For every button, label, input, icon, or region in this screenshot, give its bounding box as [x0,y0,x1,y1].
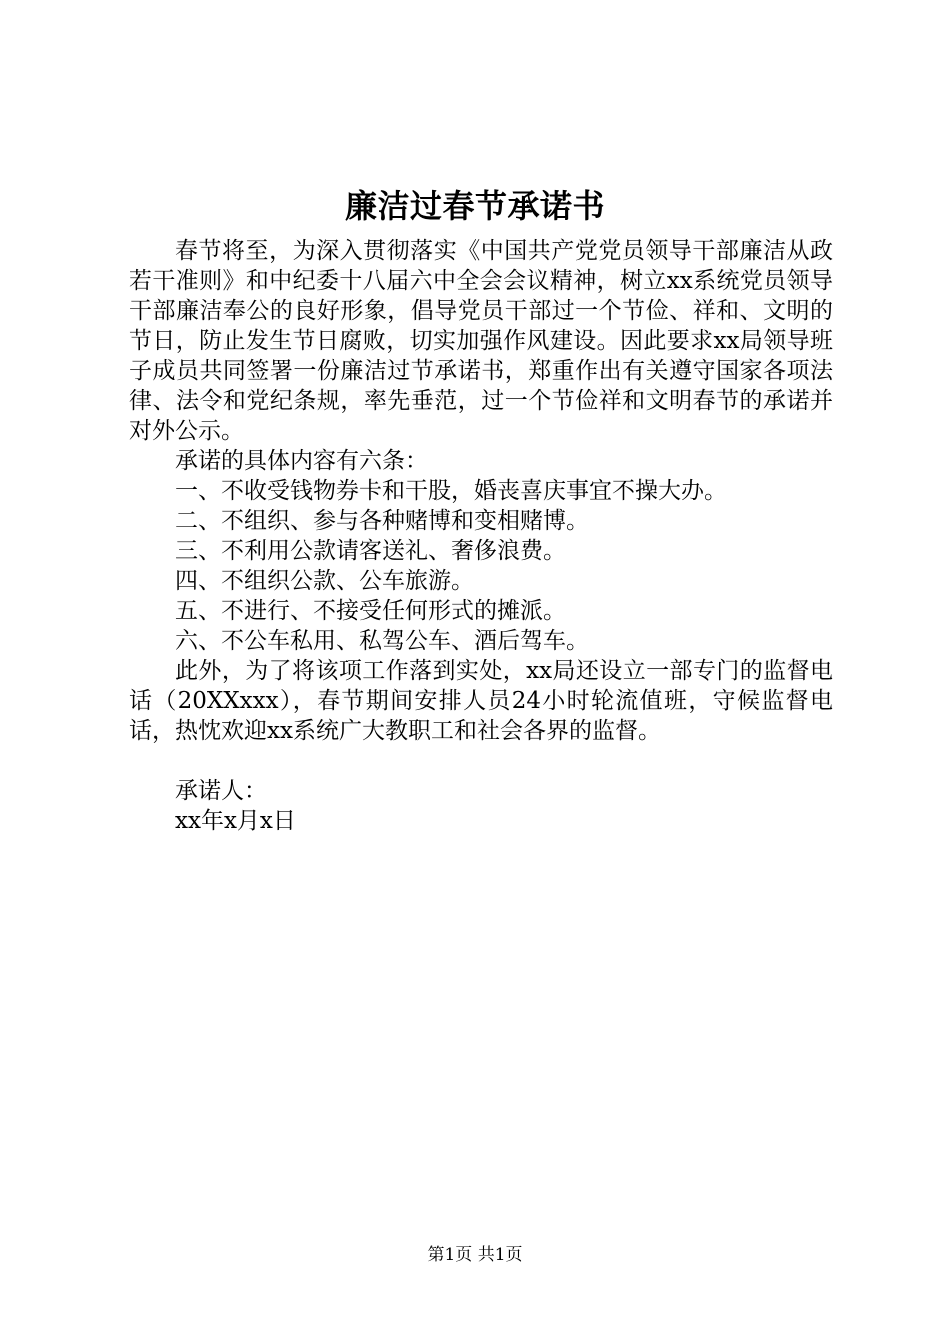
commitment-item-4: 四、不组织公款、公车旅游。 [175,568,474,594]
commitment-lead: 承诺的具体内容有六条： [175,448,428,474]
document-title: 廉洁过春节承诺书 [344,187,605,225]
intro-paragraph: 春节将至，为深入贯彻落实《中国共产党党员领导干部廉洁从政若干准则》和中纪委十八届六中全会会议精神，树立xx系统党员领导干部廉洁奉公的良好形象，倡导党员干部过一个节俭、祥和、文明的节日，防止发生节日腐败，切实加强作风建设。因此要求xx局领导班子成员共同签署一份廉洁过节承诺书，郑重作出有关遵守国家各项法律、法令和党纪条规，率先垂范，过一个节俭祥和文明春节的承诺并对外公示。 [129,238,833,444]
closing-paragraph: 此外，为了将该项工作落到实处，xx局还设立一部专门的监督电话（20XXxxx），春节期间安排人员24小时轮流值班，守候监督电话，热忱欢迎xx系统广大教职工和社会各界的监督。 [129,658,833,744]
commitment-item-1: 一、不收受钱物券卡和干股，婚丧喜庆事宜不操大办。 [175,478,727,504]
document-body [129,236,833,836]
commitment-item-2: 二、不组织、参与各种赌博和变相赌博。 [175,508,589,534]
commitment-item-3: 三、不利用公款请客送礼、奢侈浪费。 [175,538,566,564]
commitment-item-5: 五、不进行、不接受任何形式的摊派。 [175,598,566,624]
signature-date: xx年x月x日 [175,808,296,834]
blank-line [129,746,833,776]
commitment-item-6: 六、不公车私用、私驾公车、酒后驾车。 [175,628,589,654]
signature-label: 承诺人： [175,778,267,804]
page-footer: 第1页 共1页 [427,1245,523,1265]
